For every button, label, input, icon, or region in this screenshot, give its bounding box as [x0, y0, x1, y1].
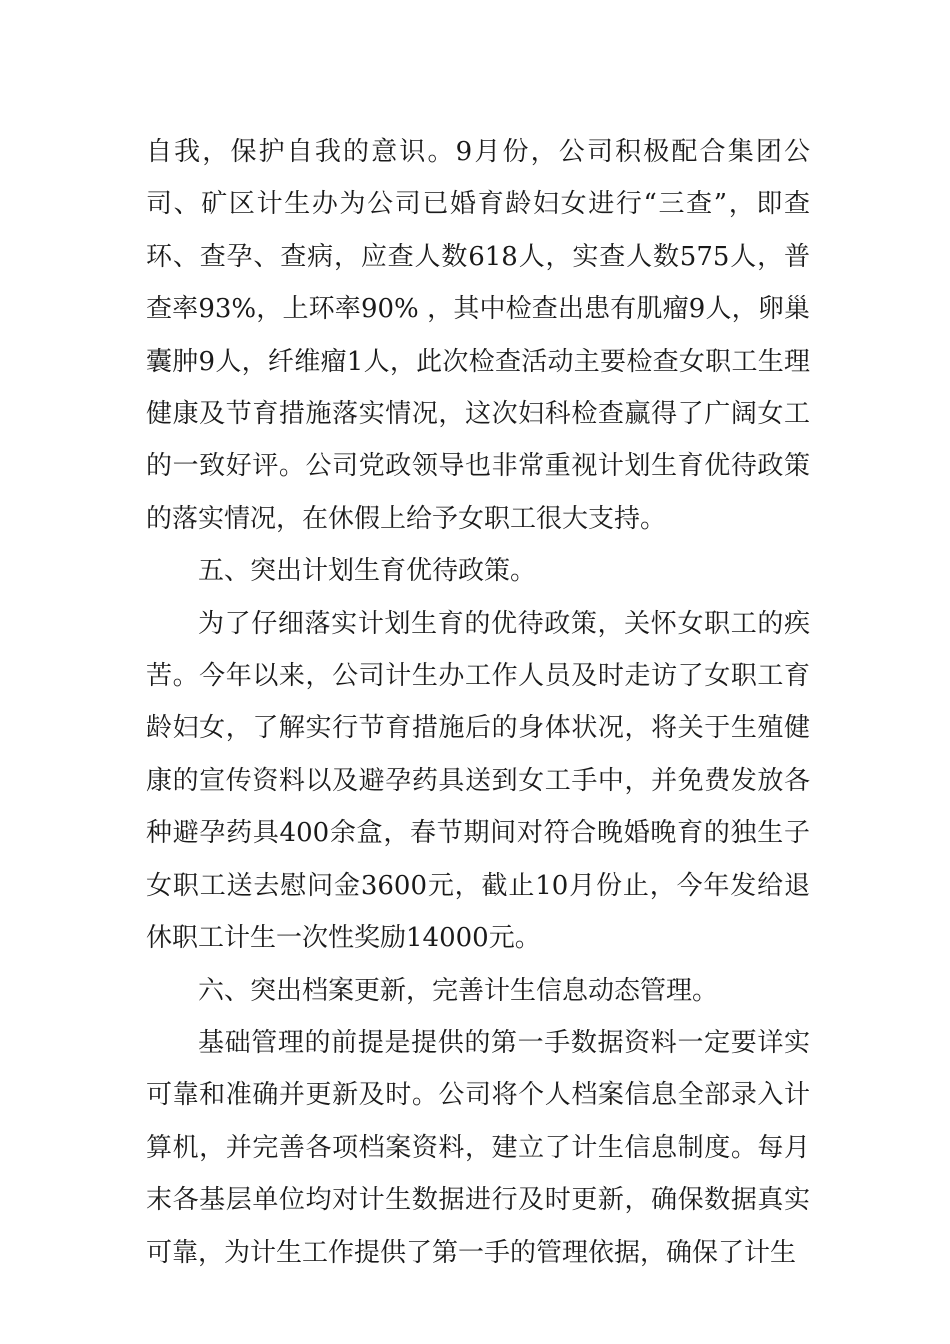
- paragraph-1: 自我，保护自我的意识。9月份，公司积极配合集团公司、矿区计生办为公司已婚育龄妇女进行“三查”，即查环、查孕、查病，应查人数618人，实查人数575人，普查率93%，上环率90% ，其中检查出患有肌瘤9人，卵巢囊肿9人，纤维瘤1人，此次检查活动主要检查女职工生理健康及节育措施落实情况，这次妇科检查赢得了广阔女工的一致好评。公司党政领导也非常重视计划生育优待政策的落实情况，在休假上给予女职工很大支持。: [146, 137, 810, 534]
- section-heading-6: 六、突出档案更新，完善计生信息动态管理。: [198, 975, 719, 1006]
- section-heading-5: 五、突出计划生育优待政策。: [198, 556, 537, 587]
- paragraph-5: 基础管理的前提是提供的第一手数据资料一定要详实可靠和准确并更新及时。公司将个人档案信息全部录入计算机，并完善各项档案资料，建立了计生信息制度。每月末各基层单位均对计生数据进行及时更新，确保数据真实可靠，为计生工作提供了第一手的管理依据，确保了计生: [146, 1027, 810, 1268]
- document-body: [146, 126, 810, 1279]
- paragraph-3: 为了仔细落实计划生育的优待政策，关怀女职工的疾苦。今年以来，公司计生办工作人员及时走访了女职工育龄妇女，了解实行节育措施后的身体状况，将关于生殖健康的宣传资料以及避孕药具送到女工手中，并免费发放各种避孕药具400余盒，春节期间对符合晚婚晚育的独生子女职工送去慰问金3600元，截止10月份止，今年发给退休职工计生一次性奖励14000元。: [146, 608, 810, 954]
